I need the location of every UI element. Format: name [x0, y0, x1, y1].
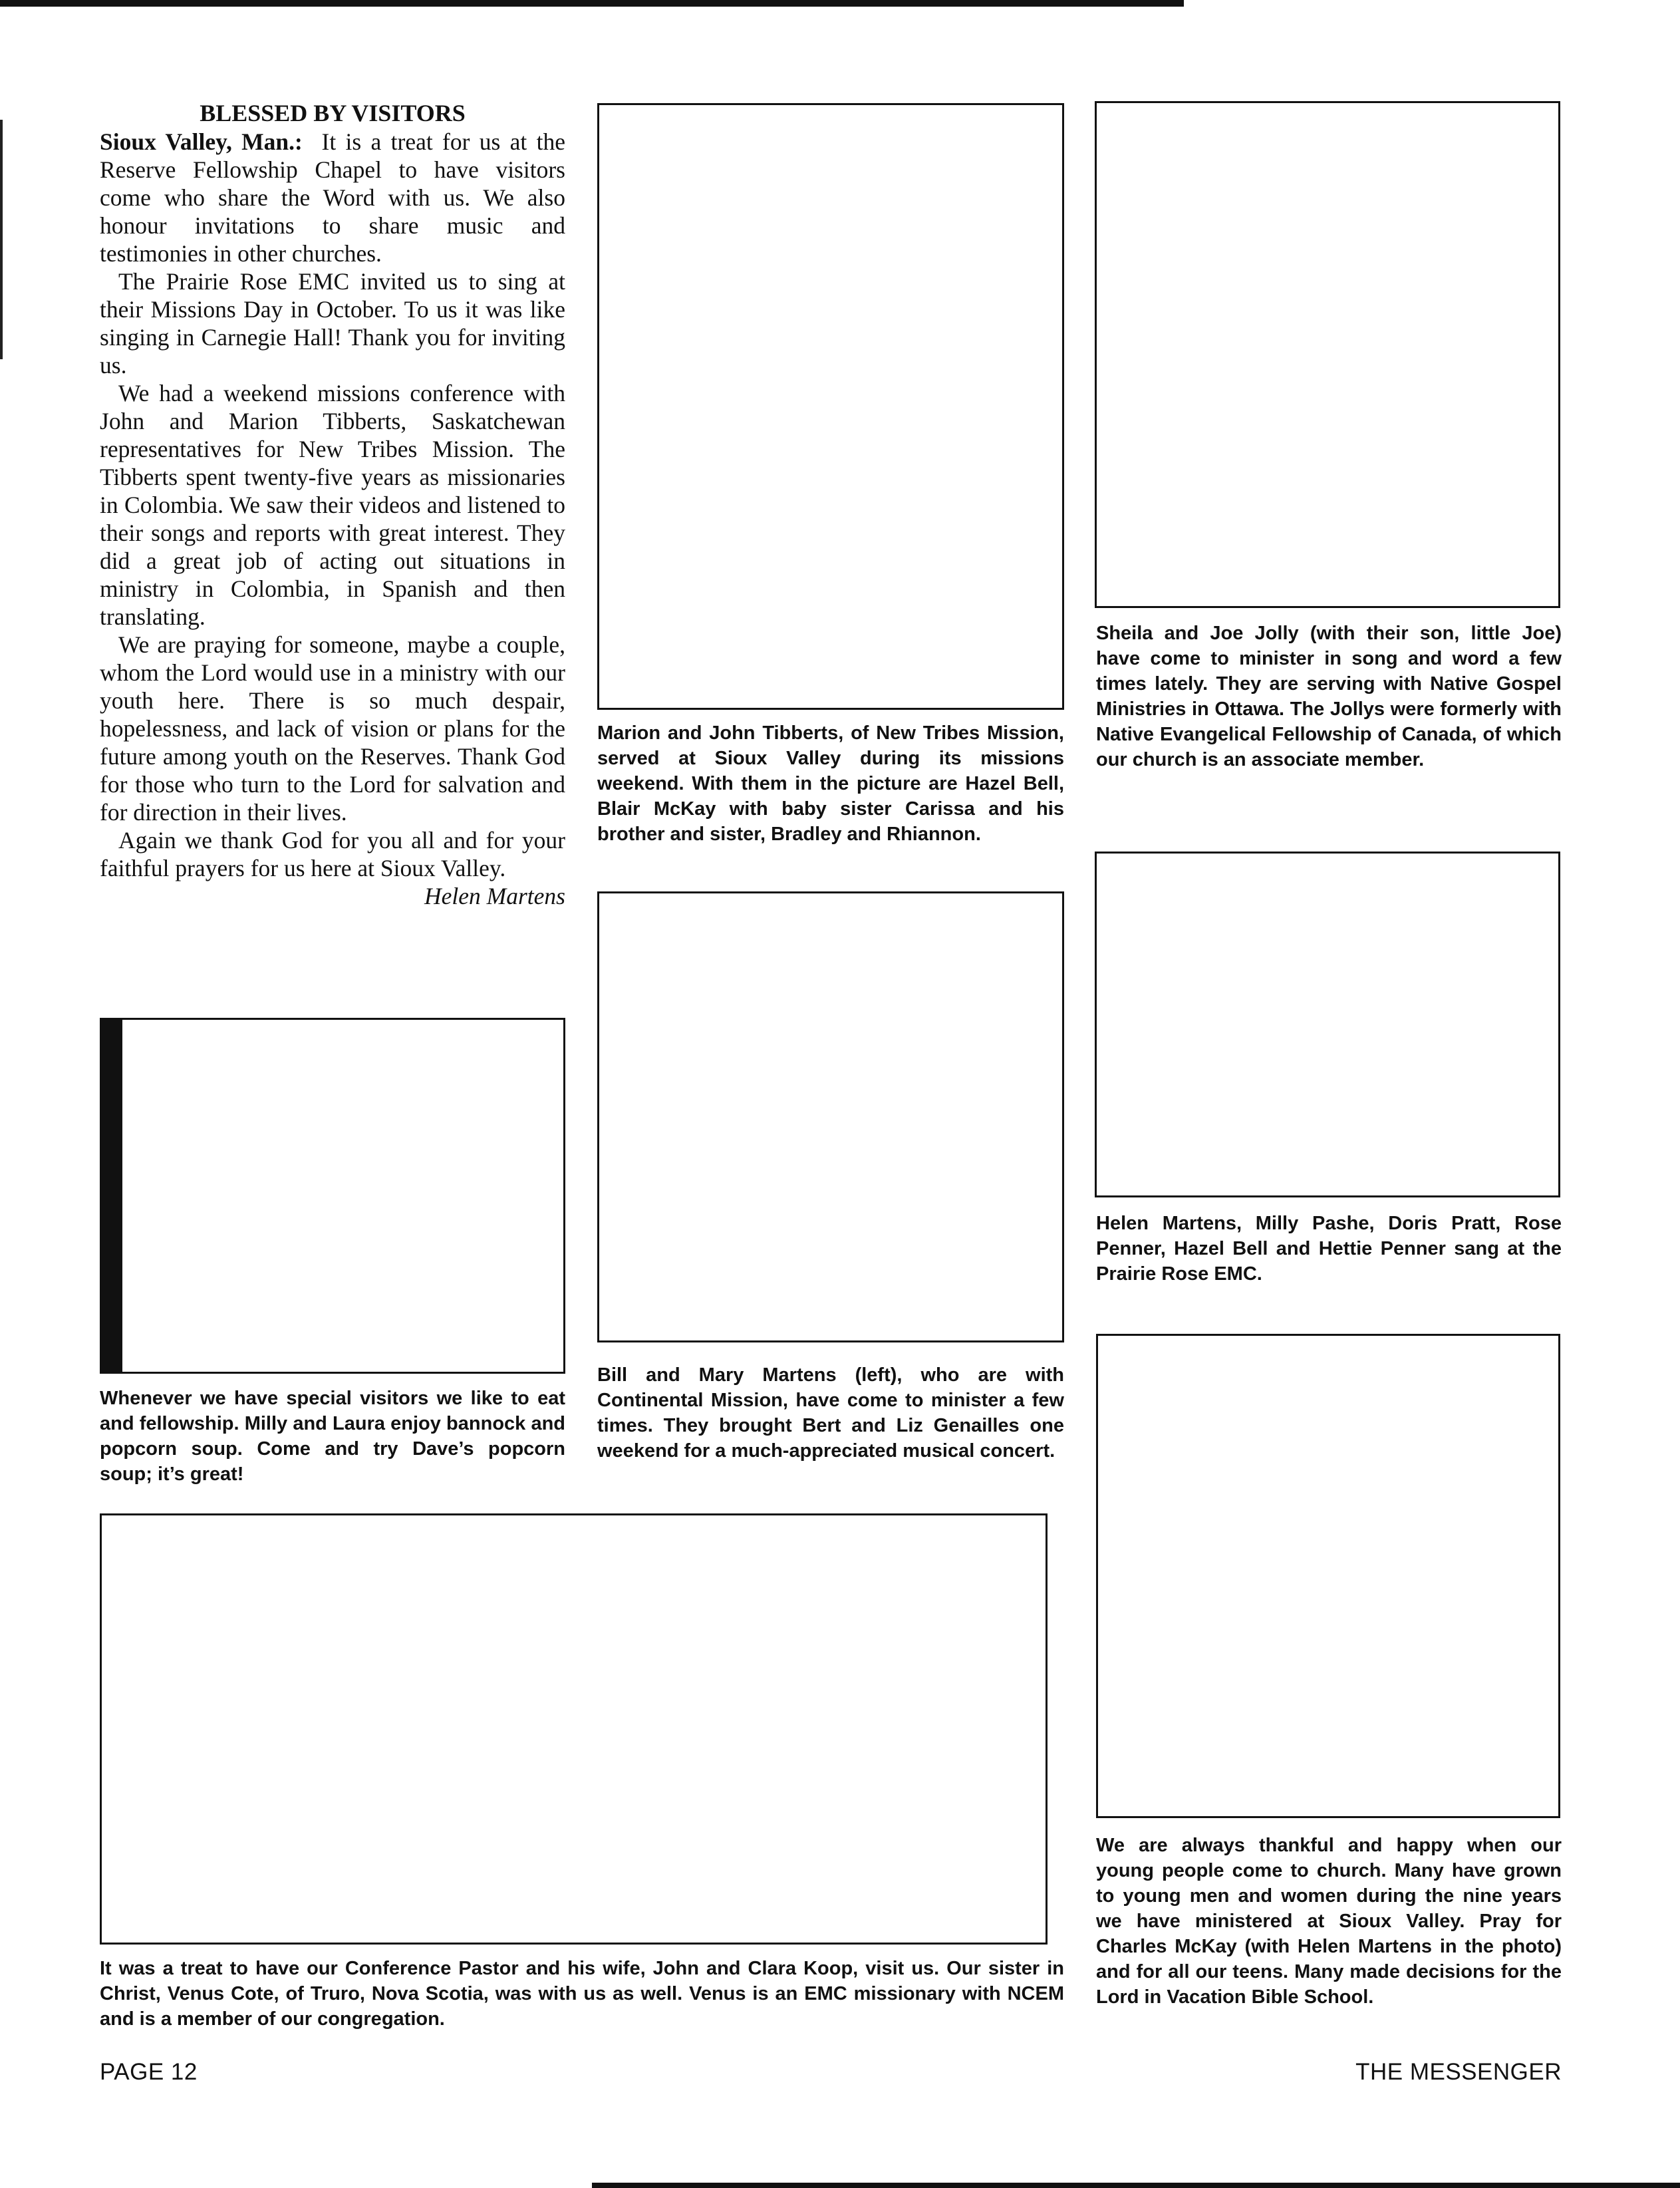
photo-koop: [100, 1513, 1048, 1945]
bottom-rule: [592, 2183, 1680, 2188]
article-paragraph-2: The Prairie Rose EMC invited us to sing at their Missions Day in October. To us it was like singing in Carnegie Hall! Thank you for inviting us.: [100, 268, 565, 379]
photo-singers: [1095, 852, 1560, 1197]
article-dateline: Sioux Valley, Man.:: [100, 128, 303, 155]
caption-soup: Whenever we have special visitors we like to eat and fellowship. Milly and Laura enjoy bannock and popcorn soup. Come and try Dave’s popcorn soup; it’s great!: [100, 1388, 565, 1485]
article-paragraph-1-text: It is a treat for us at the Reserve Fellowship Chapel to have visitors come who share the Word with us. We also honour invitations to share music and testimonies in other churches.: [100, 128, 565, 267]
photo-tibberts: [597, 103, 1064, 710]
article-headline: BLESSED BY VISITORS: [200, 100, 466, 126]
footer-publication: THE MESSENGER: [1355, 2059, 1562, 2085]
photo-soup: [100, 1018, 565, 1374]
top-rule: [0, 0, 1184, 7]
caption-bill-mary: Bill and Mary Martens (left), who are with Continental Mission, have come to minister a few times. They brought Bert and Liz Genailles one weekend for a much-appreciated musical concert.: [597, 1364, 1064, 1462]
article-paragraph-4: We are praying for someone, maybe a couple, whom the Lord would use in a ministry with our youth here. There is so much despair, hopelessness, and lack of vision or plans for the future among youth on the Reserves. Thank God for those who turn to the Lord for salvation and for direction in their lives.: [100, 631, 565, 826]
scan-edge-mark: [0, 120, 3, 359]
article-byline: Helen Martens: [424, 883, 565, 909]
article-paragraph-5: Again we thank God for you all and for your faithful prayers for us here at Sioux Valley.: [100, 827, 565, 881]
article-paragraph-1: [100, 128, 565, 267]
caption-youth: We are always thankful and happy when our young people come to church. Many have grown to young men and women during the nine years we have ministered at Sioux Valley. Pray for Charles McKay (with Helen Martens in the photo) and for all our teens. Many made decisions for the Lord in Vacation Bible School.: [1096, 1835, 1562, 2008]
photo-bill-mary: [597, 891, 1064, 1342]
caption-jolly: Sheila and Joe Jolly (with their son, little Joe) have come to minister in song and word a few times lately. They are serving with Native Gospel Ministries in Ottawa. The Jollys were formerly with Native Evangelical Fellowship of Canada, of which our church is an associate member.: [1096, 623, 1562, 770]
photo-youth: [1096, 1334, 1560, 1818]
caption-singers: Helen Martens, Milly Pashe, Doris Pratt, Rose Penner, Hazel Bell and Hettie Penner sang at the Prairie Rose EMC.: [1096, 1213, 1562, 1285]
footer-page-number: PAGE 12: [100, 2059, 198, 2085]
article-paragraph-3: We had a weekend missions conference with John and Marion Tibberts, Saskatchewan representatives for New Tribes Mission. The Tibberts spent twenty-five years as missionaries in Colombia. We saw their videos and listened to their songs and reports with great interest. They did a great job of acting out situations in ministry in Colombia, in Spanish and then translating.: [100, 380, 565, 630]
photo-jolly: [1095, 101, 1560, 608]
caption-tibberts: Marion and John Tibberts, of New Tribes Mission, served at Sioux Valley during its missions weekend. With them in the picture are Hazel Bell, Blair McKay with baby sister Carissa and his brother and sister, Bradley and Rhiannon.: [597, 722, 1064, 845]
caption-koop: It was a treat to have our Conference Pastor and his wife, John and Clara Koop, visit us. Our sister in Christ, Venus Cote, of Truro, Nova Scotia, was with us as well. Venus is an EMC missionary with NCEM and is a member of our congregation.: [100, 1958, 1064, 2030]
article-blessed-by-visitors: [100, 98, 565, 910]
